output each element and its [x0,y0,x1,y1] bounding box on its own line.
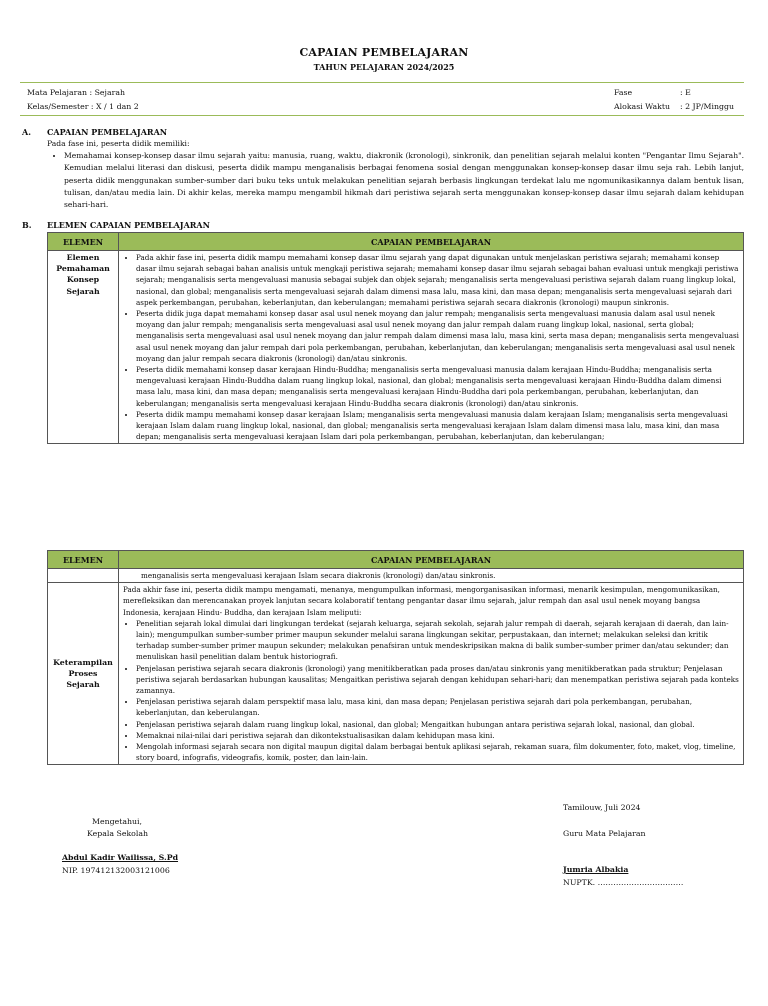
teacher-role: Guru Mata Pelajaran [563,829,646,838]
elemen-keterampilan-label: Keterampilan Proses Sejarah [48,583,119,765]
place-date: Tamilouw, Juli 2024 [563,803,641,812]
list-item: • Penelitian sejarah lokal dimulai dari lingkungan terdekat (sejarah keluarga, sejarah sekolah, sejarah jalur rempah di daerah, sejarah kerajaan di daerah, dan lain-lain); mengumpulkan sumber-sumber primer maupun sekunder melalui sarana lingkungan sekitar, perpustakaan, dan internet; melakukan seleksi dan kritik terhadap sumber-sumber primer maupun sekunder; melakukan penafsiran untuk mendeskripsikan makna di balik sumber-sumber primer dan/atau sekunder; dan menuliskan hasil penelitian dalam bentuk historiografi. [136,618,739,663]
principal-nip: NIP. 197412132003121006 [62,866,170,875]
col-capaian-header: CAPAIAN PEMBELAJARAN [119,551,744,569]
section-a-intro: Pada fase ini, peserta didik memiliki: [47,139,190,148]
elemen-pemahaman-label: Elemen Pemahaman Konsep Sejarah [48,251,119,444]
list-item: • Peserta didik mampu memahami konsep dasar kerajaan Islam; menganalisis serta mengevaluasi manusia dalam kerajaan Islam; menganalisis serta mengevaluasi kerajaan Islam dalam ruang lingkup lokal, nasional, dan global; menganalisis serta mengevaluasi kerajaan Islam dalam dimensi masa lalu, masa kini, dan masa depan; menganalisis serta mengevaluasi kerajaan Islam dari pola perkembangan, perubahan, keberlanjutan, dan keberulangan; [136,409,739,443]
elemen-pemahaman-content [119,251,744,444]
list-item: • Pada akhir fase ini, peserta didik mampu memahami konsep dasar ilmu sejarah yang dapat digunakan untuk menjelaskan peristiwa sejarah; memahami konsep dasar ilmu sejarah sebagai bahan analisis untuk mengkaji peristiwa sejarah; memahami konsep dasar ilmu sejarah sebagai bahan evaluasi untuk mengkaji peristiwa sejarah; menganalisis serta mengevaluasi manusia sebagai subjek dan objek sejarah; menganalisis serta mengevaluasi peristiwa sejarah dalam ruang lingkup lokal, nasional, dan global; menganalisis serta mengevaluasi sejarah dalam dimensi masa lalu, masa kini, dan masa depan; menganalisis serta mengevaluasi sejarah dari aspek perkembangan, perubahan, keberlanjutan, dan keberulangan; memahami peristiwa sejarah secara diakronis (kronologi) maupun sinkronis. [136,252,739,308]
phase-value: : E [680,88,691,97]
elements-table-page1 [47,232,744,444]
elemen-keterampilan-content [119,583,744,765]
table-header-row [48,233,744,251]
header-rule-bottom [20,115,744,116]
acknowledged-label: Mengetahui, [92,817,143,826]
section-b-heading: ELEMEN CAPAIAN PEMBELAJARAN [47,220,210,230]
teacher-nuptk: NUPTK. …………………………… [563,878,684,887]
section-a-body [47,138,744,211]
phase-label: Fase [614,88,633,97]
principal-name: Abdul Kadir Wailissa, S.Pd [62,853,179,862]
time-allocation-value: : 2 JP/Minggu [680,102,735,111]
table-row [48,251,744,444]
list-item: • Penjelasan peristiwa sejarah secara diakronis (kronologi) yang menitikberatkan pada proses dan/atau sinkronis yang menitikberatkan pada struktur; Penjelasan peristiwa sejarah berdasarkan hubungan kausalitas; Mengaitkan peristiwa sejarah dengan kehidupan sehari-hari; dan menempatkan peristiwa sejarah pada konteks zamannya. [136,663,739,697]
section-a-list [47,150,744,211]
section-a-heading: CAPAIAN PEMBELAJARAN [47,127,168,137]
principal-role: Kepala Sekolah [87,829,149,838]
list-item: • Mengolah informasi sejarah secara non digital maupun digital dalam berbagai bentuk aplikasi sejarah, rekaman suara, film dokumenter, foto, maket, vlog, timeline, story board, infografis, videografis, komik, poster, dan lain-lain. [136,741,739,763]
list-item: • Peserta didik memahami konsep dasar kerajaan Hindu-Buddha; menganalisis serta mengevaluasi manusia dalam kerajaan Hindu-Buddha; menganalisis serta mengevaluasi kerajaan Hindu-Buddha dalam ruang lingkup lokal, nasional, dan global; menganalisis serta mengevaluasi kerajaan Hindu-Buddha dalam dimensi masa lalu, masa kini, dan masa depan; menganalisis serta mengevaluasi kerajaan Hindu-Buddha dari pola perkembangan, perubahan, keberlanjutan, dan keberulangan; menganalisis serta mengevaluasi kerajaan Hindu-Buddha secara diakronis (kronologi) dan/atau sinkronis. [136,364,739,409]
list-item: • Memaknai nilai-nilai dari peristiwa sejarah dan dikontekstualisasikan dalam kehidupan masa kini. [136,730,739,741]
document-title: CAPAIAN PEMBELAJARAN [299,46,469,59]
table-header-row [48,551,744,569]
section-b-letter: B. [22,220,32,230]
header-rule-top [20,82,744,83]
document-subtitle: TAHUN PELAJARAN 2024/2025 [313,62,455,72]
list-item: • Peserta didik juga dapat memahami konsep dasar asal usul nenek moyang dan jalur rempah; menganalisis serta mengevaluasi manusia dalam asal usul nenek moyang dan jalur rempah; menganalisis serta mengevaluasi asal usul nenek moyang dan jalur rempah dalam ruang lingkup lokal, nasional, serta global; menganalisis serta mengevaluasi asal usul nenek moyang dan jalur rempah dalam dimensi masa lalu, masa kini, serta masa depan; menganalisis serta mengevaluasi asal usul nenek moyang dan jalur rempah dari pola perkembangan, perubahan, keberlanjutan, dan keberulangan; menganalisis serta mengevaluasi asal usul nenek moyang dan jalur rempah secara diakronis (kronologi) dan/atau sinkronis. [136,308,739,364]
elemen-keterampilan-intro: Pada akhir fase ini, peserta didik mampu mengamati, menanya, mengumpulkan informasi, mengorganisasikan informasi, menarik kesimpulan, mengomunikasikan, merefleksikan dan merencanakan proyek lanjutan secara kolaboratif tentang pengantar dasar ilmu sejarah, jalur rempah dan asal usul nenek moyang bangsa Indonesia, kerajaan Hindu- Buddha, dan kerajaan Islam meliputi: [123,585,720,617]
time-allocation-label: Alokasi Waktu [614,102,671,111]
section-a-bullet: • Memahamai konsep-konsep dasar ilmu sejarah yaitu: manusia, ruang, waktu, diakronik (kronologi), sinkronik, dan penelitian sejarah melalui konten "Pengantar Ilmu Sejarah". Kemudian melalui literasi dan diskusi, peserta didik mampu menganalisis berbagai fenomena sosial dengan menggunakan konsep-konsep dasar ilmu seja rah. Lebih lanjut, peserta didik menggunakan sumber-sumber dari buku teks untuk melakukan penelitian sejarah berbasis lingkungan terdekat lalu me ngomunikasikannya dalam bentuk lisan, tulisan, dan/atau media lain. Di akhir kelas, mereka mampu mengambil hikmah dari peristiwa sejarah serta menggunakan konsep-konsep dasar ilmu sejarah dalam kehidupan sehari-hari. [64,150,744,211]
section-a-letter: A. [22,127,31,137]
table-row [48,583,744,765]
col-elemen-header: ELEMEN [48,551,119,569]
elements-table-page2 [47,550,744,765]
subject-label: Mata Pelajaran : Sejarah [27,88,126,97]
teacher-name: Jumria Albakia [563,865,629,874]
col-elemen-header: ELEMEN [48,233,119,251]
class-semester-label: Kelas/Semester : X / 1 dan 2 [27,102,139,111]
table-row [48,569,744,583]
elemen-pemahaman-continuation: menganalisis serta mengevaluasi kerajaan Islam secara diakronis (kronologi) dan/atau sinkronis. [119,569,744,583]
col-capaian-header: CAPAIAN PEMBELAJARAN [119,233,744,251]
list-item: • Penjelasan peristiwa sejarah dalam perspektif masa lalu, masa kini, dan masa depan; Penjelasan peristiwa sejarah dari pola perkembangan, perubahan, keberlanjutan, dan keberulangan. [136,696,739,718]
list-item: • Penjelasan peristiwa sejarah dalam ruang lingkup lokal, nasional, dan global; Mengaitkan hubungan antara peristiwa sejarah lokal, nasional, dan global. [136,719,739,730]
elemen-pemahaman-cont-cell [48,569,119,583]
